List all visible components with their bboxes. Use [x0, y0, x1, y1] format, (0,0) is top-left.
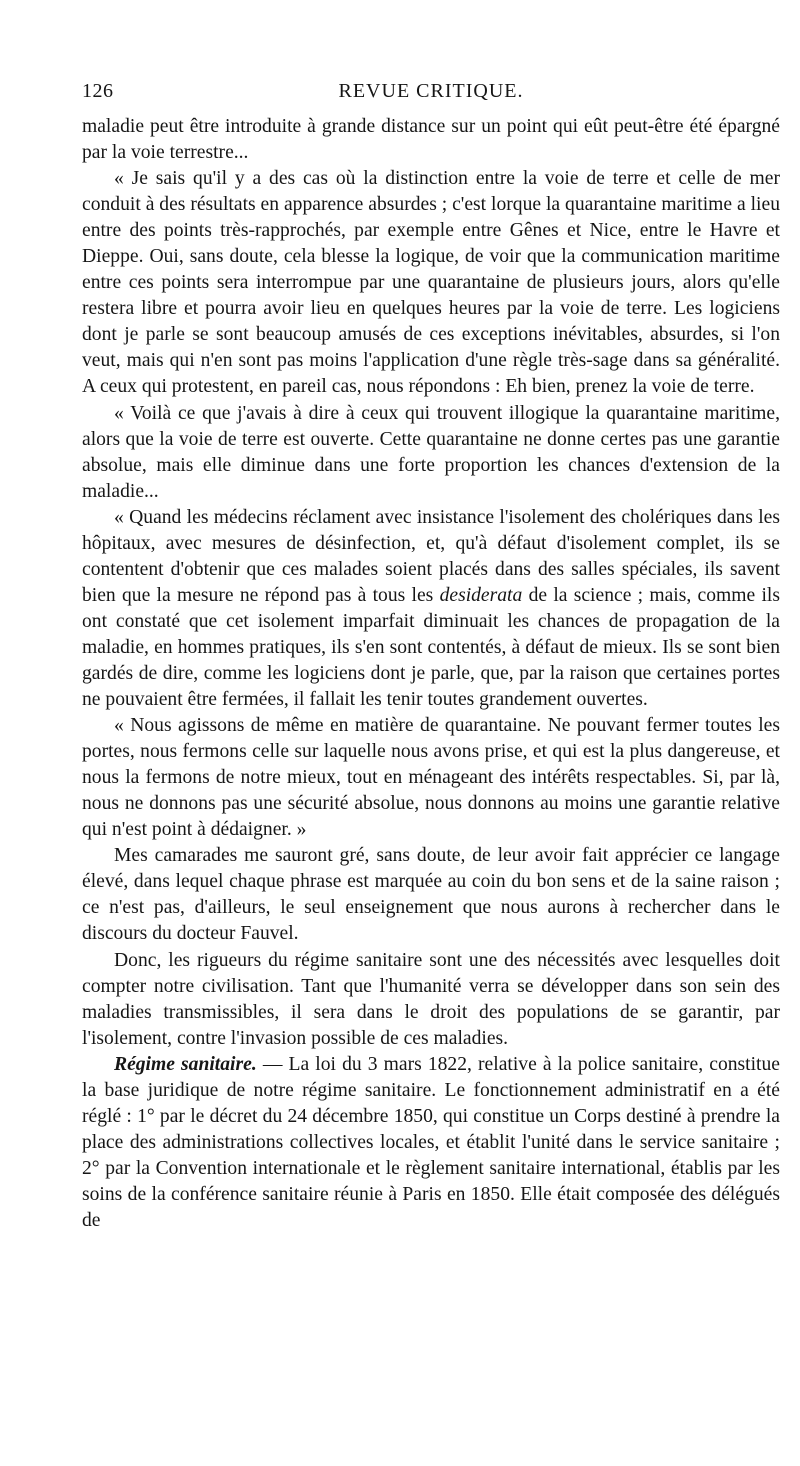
- emphasis-desiderata: desiderata: [439, 584, 523, 606]
- body-text: [82, 114, 780, 1234]
- paragraph-4-text-b: de la science ; mais, comme ils ont constaté que cet isolement imparfait diminuait les chances de propagation de la maladie, en hommes pratiques, ils s'en sont contentés, à défaut de mieux. Ils se sont bien gardés de dire, comme les logiciens dont je parle, que, par la raison que certaines portes ne pouvaient être fermées, il fallait les tenir toutes grandement ouvertes.: [82, 584, 780, 711]
- paragraph-3: « Voilà ce que j'avais à dire à ceux qui trouvent illogique la quarantaine maritime, alors que la voie de terre est ouverte. Cette quarantaine ne donne certes pas une garantie absolue, mais elle diminue dans une forte proportion les chances d'extension de la maladie...: [82, 402, 780, 502]
- paragraph-5: « Nous agissons de même en matière de quarantaine. Ne pouvant fermer toutes les portes, nous fermons celle sur laquelle nous avons prise, et qui est la plus dangereuse, et nous la fermons de notre mieux, tout en ménageant des intérêts respectables. Si, par là, nous ne donnons pas une sécurité absolue, nous donnons au moins une garantie relative qui n'est point à dédaigner. »: [82, 715, 780, 841]
- running-head: [82, 80, 780, 114]
- paragraph-8: [82, 1052, 780, 1234]
- running-title: REVUE CRITIQUE.: [338, 80, 524, 102]
- paragraph-1: maladie peut être introduite à grande distance sur un point qui eût peut-être été épargné par la voie terrestre...: [82, 116, 780, 164]
- paragraph-4-text-a: « Quand les médecins réclament avec insistance l'isolement des cholériques dans les hôpitaux, avec mesures de désinfection, et, qu'à défaut d'isolement complet, ils se contentent d'obtenir que ces malades soient placés dans des salles spéciales, ils savent bien que la mesure ne répond pas à tous les: [82, 506, 780, 606]
- paragraph-8-text: — La loi du 3 mars 1822, relative à la police sanitaire, constitue la base juridique de notre régime sanitaire. Le fonctionnement administratif en a été réglé : 1° par le décret du 24 décembre 1850, qui constitue un Corps destiné à prendre la place des administrations collectives locales, et établit l'unité dans le service sanitaire ; 2° par la Convention internationale et le règlement sanitaire international, établis par les soins de la conférence sanitaire réunie à Paris en 1850. Elle était composée des délégués de: [82, 1053, 780, 1231]
- paragraph-2: « Je sais qu'il y a des cas où la distinction entre la voie de terre et celle de mer conduit à des résultats en apparence absurdes ; c'est lorque la quarantaine maritime a lieu entre des points très-rapprochés, par exemple entre Gênes et Nice, entre le Havre et Dieppe. Oui, sans doute, cela blesse la logique, de voir que la communication maritime entre ces points sera interrompue par une quarantaine de plusieurs jours, alors qu'elle restera libre et pourra avoir lieu en quelques heures par la voie de terre. Les logiciens dont je parle se sont beaucoup amusés de ces exceptions inévitables, absurdes, si l'on veut, mais qui n'en sont pas moins l'application d'une règle très-sage dans sa généralité. A ceux qui protestent, en pareil cas, nous répondons : Eh bien, prenez la voie de terre.: [82, 168, 780, 398]
- paragraph-6: Mes camarades me sauront gré, sans doute, de leur avoir fait apprécier ce langage élevé, dans lequel chaque phrase est marquée au coin du bon sens et de la saine raison ; ce n'est pas, d'ailleurs, le seul enseignement que nous aurons à rechercher dans le discours du docteur Fauvel.: [82, 845, 780, 945]
- page: [82, 80, 780, 1234]
- paragraph-7: Donc, les rigueurs du régime sanitaire sont une des nécessités avec lesquelles doit compter notre civilisation. Tant que l'humanité verra se développer dans son sein des maladies transmissibles, il sera dans le droit des populations de se garantir, par l'isolement, contre l'invasion possible de ces maladies.: [82, 949, 780, 1049]
- section-heading-regime-sanitaire: Régime sanitaire.: [114, 1053, 257, 1075]
- paragraph-4: [82, 505, 780, 713]
- page-number: 126: [82, 80, 114, 102]
